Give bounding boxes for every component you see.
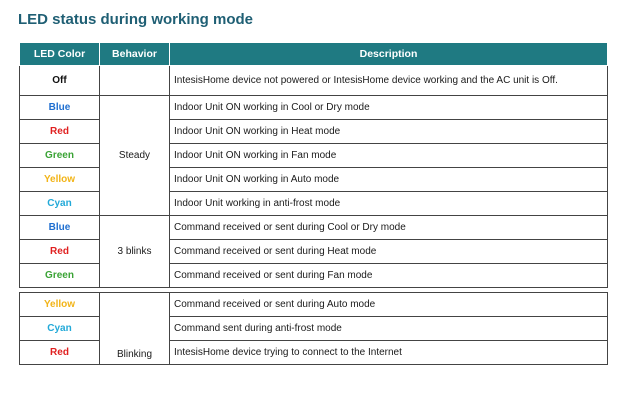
led-color-cell: Cyan [20, 317, 100, 341]
led-status-table [19, 42, 608, 288]
led-color-cell: Cyan [20, 192, 100, 216]
led-color-cell: Off [20, 66, 100, 96]
description-cell: Command sent during anti-frost mode [170, 317, 608, 341]
header-behavior: Behavior [100, 43, 170, 66]
table-row [20, 293, 608, 317]
description-cell: Indoor Unit ON working in Auto mode [170, 168, 608, 192]
header-description: Description [170, 43, 608, 66]
led-color-cell: Yellow [20, 168, 100, 192]
behavior-cell-steady: Steady [100, 96, 170, 216]
table-row [20, 96, 608, 120]
behavior-cell-blinking [100, 293, 170, 365]
led-color-cell: Red [20, 240, 100, 264]
description-cell: Indoor Unit ON working in Cool or Dry mode [170, 96, 608, 120]
led-color-cell: Blue [20, 96, 100, 120]
behavior-blinking-label: Blinking [116, 349, 153, 360]
description-cell: Command received or sent during Auto mode [170, 293, 608, 317]
page-title: LED status during working mode [18, 11, 254, 28]
led-status-table-continued [19, 292, 608, 365]
led-color-cell: Red [20, 341, 100, 365]
description-cell: Command received or sent during Fan mode [170, 264, 608, 288]
description-cell: Indoor Unit working in anti-frost mode [170, 192, 608, 216]
led-color-cell: Yellow [20, 293, 100, 317]
description-cell: Command received or sent during Cool or Dry mode [170, 216, 608, 240]
header-led-color: LED Color [20, 43, 100, 66]
table-row [20, 216, 608, 240]
led-color-cell: Blue [20, 216, 100, 240]
description-cell: IntesisHome device trying to connect to the Internet [170, 341, 608, 365]
led-color-cell: Red [20, 120, 100, 144]
description-cell: Indoor Unit ON working in Heat mode [170, 120, 608, 144]
description-cell: IntesisHome device not powered or IntesisHome device working and the AC unit is Off. [170, 66, 608, 96]
description-cell: Indoor Unit ON working in Fan mode [170, 144, 608, 168]
table-header-row [20, 43, 608, 66]
led-color-cell: Green [20, 264, 100, 288]
description-cell: Command received or sent during Heat mode [170, 240, 608, 264]
behavior-cell-3-blinks: 3 blinks [100, 216, 170, 288]
led-color-cell: Green [20, 144, 100, 168]
behavior-cell-empty [100, 66, 170, 96]
table-row [20, 66, 608, 96]
